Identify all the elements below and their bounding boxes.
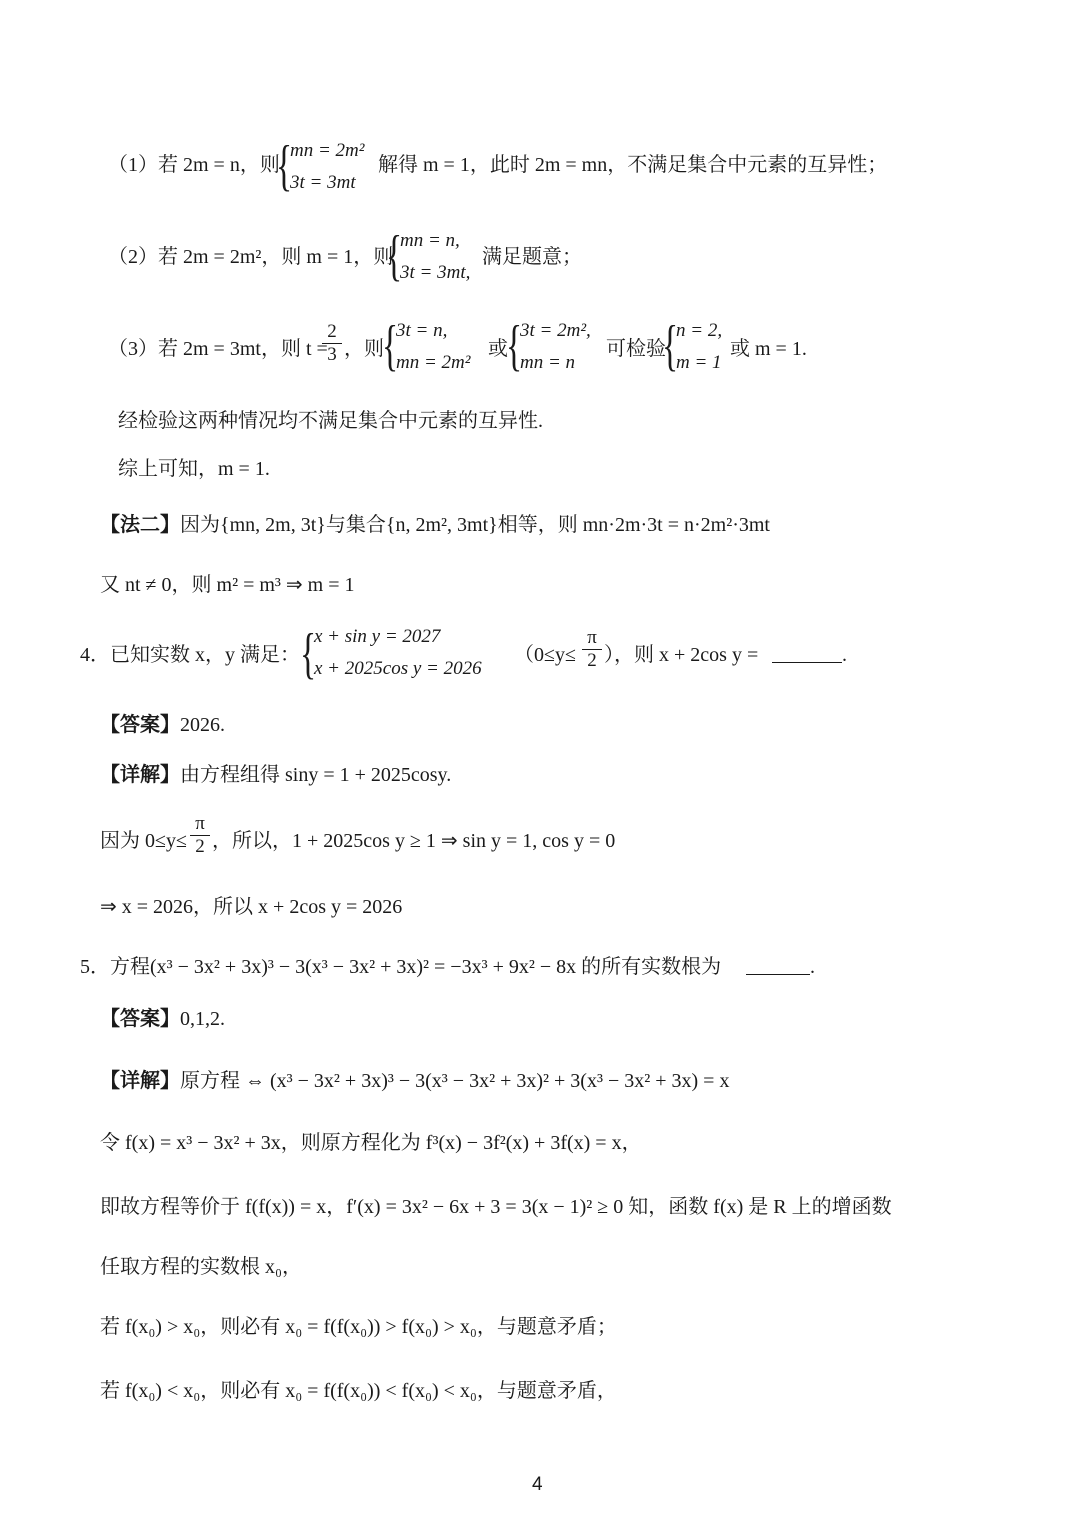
q5-end: . <box>810 956 815 978</box>
answer-text: 2026. <box>180 714 225 736</box>
left-brace: { <box>382 315 399 377</box>
q4-line-3: ⇒ x = 2026，所以 x + 2cos y = 2026 <box>100 896 403 918</box>
q4-line-2-suffix: ，所以，1 + 2025cos y ≥ 1 ⇒ sin y = 1, cos y = 0 <box>212 830 616 852</box>
case-1-sys-row-2: 3t = 3mt <box>290 172 356 193</box>
q4-prefix: 4．已知实数 x，y 满足： <box>80 644 300 666</box>
case-3-sys-b-row-2: mn = n <box>520 352 576 373</box>
left-brace: { <box>506 315 523 377</box>
method-2-line <box>100 512 770 538</box>
check-conclusion: 经检验这两种情况均不满足集合中元素的互异性. <box>118 410 543 432</box>
q4-line-2-prefix: 因为 0≤y≤ <box>100 830 187 852</box>
detail-tag: 【详解】 <box>100 764 180 786</box>
q4-sys-row-2: x + 2025cos y = 2026 <box>314 658 482 679</box>
detail-text: 由方程组得 siny = 1 + 2025cosy. <box>180 764 452 786</box>
case-3-sys-a-row-1: 3t = n, <box>396 320 448 341</box>
case-3-tail: 或 m = 1. <box>730 338 807 360</box>
fraction-two-thirds: 2 3 <box>322 322 342 365</box>
answer-blank <box>746 974 810 975</box>
case-2-prefix: （2）若 2m = 2m²，则 m = 1，则 <box>108 246 394 268</box>
case-2-sys-row-2: 3t = 3mt, <box>400 262 471 283</box>
q5-answer <box>100 1006 225 1032</box>
q5-line-4: 任取方程的实数根 x₀， <box>100 1256 302 1278</box>
detail-text: 原方程 ⇔ (x³ − 3x² + 3x)³ − 3(x³ − 3x² + 3x)² + 3(x³ − 3x² + 3x) = x <box>180 1070 730 1092</box>
page-number: 4 <box>532 1474 543 1495</box>
fraction-pi-over-2: π 2 <box>582 628 602 671</box>
answer-tag: 【答案】 <box>100 714 180 736</box>
case-1-sys-row-1: mn = 2m² <box>290 140 365 161</box>
q4-end: . <box>842 644 847 666</box>
summary-line: 综上可知，m = 1. <box>118 458 270 480</box>
left-brace: { <box>386 225 403 287</box>
answer-tag: 【答案】 <box>100 1008 180 1030</box>
q4-answer <box>100 712 225 738</box>
left-brace: { <box>300 623 317 685</box>
case-1-suffix: 解得 m = 1，此时 2m = mn，不满足集合中元素的互异性； <box>378 154 888 176</box>
case-3-sys-c-row-2: m = 1 <box>676 352 722 373</box>
q5-line-6: 若 f(x₀) < x₀，则必有 x₀ = f(f(x₀)) < f(x₀) < x₀，与题意矛盾， <box>100 1380 617 1402</box>
case-3-check: 可检验 <box>606 338 666 360</box>
q5-text: 5．方程(x³ − 3x² + 3x)³ − 3(x³ − 3x² + 3x)² = −3x³ + 9x² − 8x 的所有实数根为 <box>80 956 722 978</box>
fraction-pi-over-2: π 2 <box>190 814 210 857</box>
case-2-sys-row-1: mn = n, <box>400 230 460 251</box>
detail-tag: 【详解】 <box>100 1070 180 1092</box>
left-brace: { <box>662 315 679 377</box>
q4-sys-row-1: x + sin y = 2027 <box>314 626 441 647</box>
case-3-sys-c-row-1: n = 2, <box>676 320 723 341</box>
answer-text: 0,1,2. <box>180 1008 225 1030</box>
case-3-sys-b-row-1: 3t = 2m², <box>520 320 591 341</box>
nt-line: 又 nt ≠ 0，则 m² = m³ ⇒ m = 1 <box>100 574 355 596</box>
case-3-or: 或 <box>488 338 508 360</box>
q5-line-2: 令 f(x) = x³ − 3x² + 3x，则原方程化为 f³(x) − 3f²(x) + 3f(x) = x， <box>100 1132 642 1154</box>
q4-cond-open: （0≤y≤ <box>514 644 576 666</box>
case-3-sys-a-row-2: mn = 2m² <box>396 352 471 373</box>
answer-blank <box>772 662 842 663</box>
case-3-prefix: （3）若 2m = 3mt，则 t = <box>108 338 328 360</box>
method-2-text: 因为{mn, 2m, 3t}与集合{n, 2m², 3mt}相等，则 mn·2m·3t = n·2m²·3mt <box>180 514 770 536</box>
case-3-mid: ，则 <box>344 338 384 360</box>
case-1-prefix: （1）若 2m = n，则 <box>108 154 280 176</box>
q4-cond-close: ），则 x + 2cos y = <box>604 644 759 666</box>
case-2-suffix: 满足题意； <box>482 246 582 268</box>
q5-line-5: 若 f(x₀) > x₀，则必有 x₀ = f(f(x₀)) > f(x₀) > x₀，与题意矛盾； <box>100 1316 617 1338</box>
method-2-tag: 【法二】 <box>100 514 180 536</box>
q5-detail <box>100 1068 729 1094</box>
left-brace: { <box>276 135 293 197</box>
q4-detail <box>100 762 451 788</box>
q5-line-3: 即故方程等价于 f(f(x)) = x，f′(x) = 3x² − 6x + 3 = 3(x − 1)² ≥ 0 知，函数 f(x) 是 R 上的增函数 <box>100 1196 892 1218</box>
